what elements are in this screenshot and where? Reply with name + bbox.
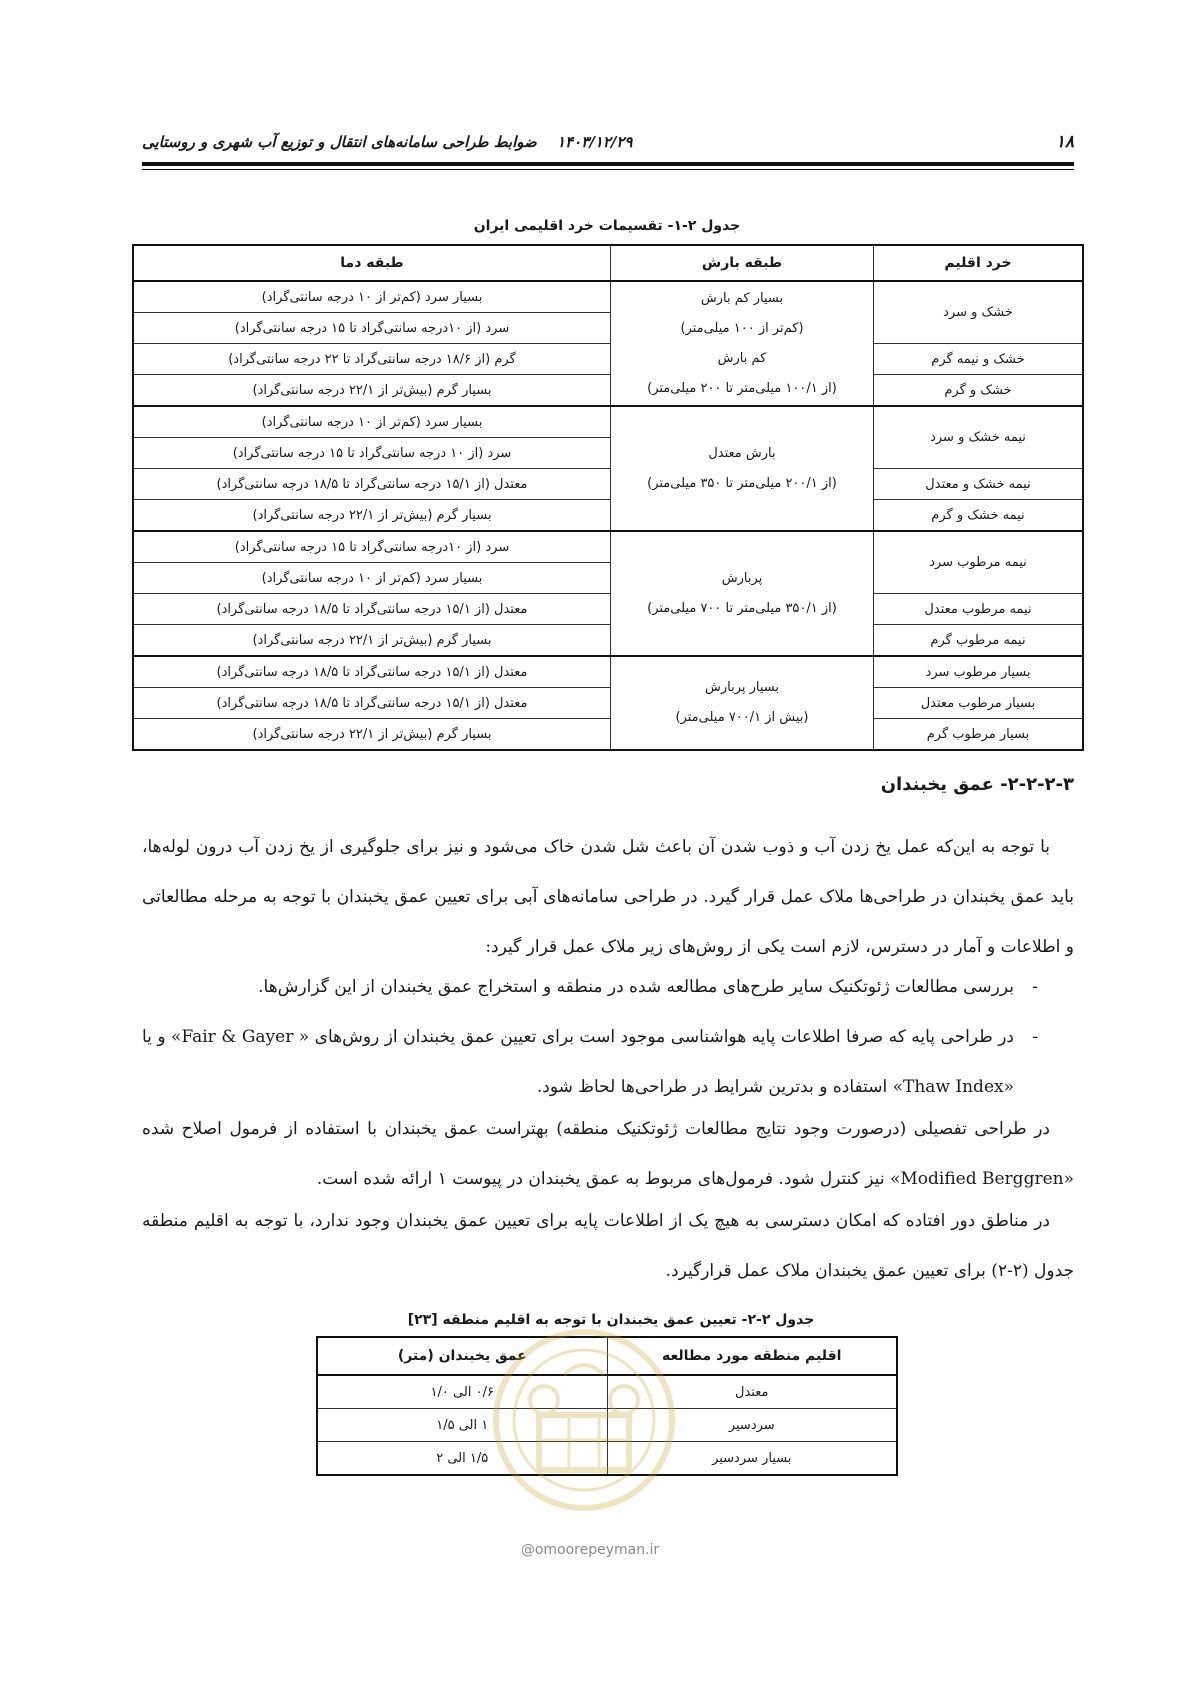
rain-class-line: (از ۲۰۰/۱ میلی‌متر تا ۳۵۰ میلی‌متر) — [647, 475, 837, 491]
climate-cell: نیمه مرطوب سرد — [874, 531, 1084, 594]
temperature-class-cell: معتدل (از ۱۵/۱ درجه سانتی‌گراد تا ۱۸/۵ درجه سانتی‌گراد) — [133, 594, 611, 625]
table2-cell-depth: ۱/۵ الی ۲ — [317, 1442, 607, 1476]
list-item — [142, 1012, 1074, 1112]
climate-cell: نیمه مرطوب معتدل — [874, 594, 1084, 625]
climate-cell: نیمه خشک و سرد — [874, 406, 1084, 469]
rain-class-cell — [611, 281, 874, 406]
table2-caption: جدول ۲-۲- تعیین عمق یخبندان با توجه به اقلیم منطقه [۲۳] — [407, 1312, 815, 1328]
section-title: ۲-۲-۲-۳- عمق یخبندان — [880, 774, 1074, 795]
temperature-class-cell: سرد (از ۱۰درجه سانتی‌گراد تا ۱۵ درجه سانتی‌گراد) — [133, 313, 611, 344]
temperature-class-cell: بسیار سرد (کم‌تر از ۱۰ درجه سانتی‌گراد) — [133, 281, 611, 313]
watermark-url: @omoorepeyman.ir — [520, 1542, 660, 1558]
climate-cell: نیمه خشک و معتدل — [874, 469, 1084, 500]
table1-header-row — [133, 245, 1083, 281]
table-row — [133, 531, 1083, 563]
table2-cell-depth: ۰/۶ الی ۱/۰ — [317, 1375, 607, 1409]
rain-class-line: پربارش — [721, 570, 763, 586]
table1-header-temp: طبقه دما — [133, 245, 611, 281]
rain-class-cell — [611, 406, 874, 531]
page-number: ۱۸ — [1055, 132, 1074, 152]
table-row — [133, 406, 1083, 438]
method-list — [142, 962, 1074, 1112]
temperature-class-cell: بسیار سرد (کم‌تر از ۱۰ درجه سانتی‌گراد) — [133, 406, 611, 438]
rain-class-line: (از ۳۵۰/۱ میلی‌متر تا ۷۰۰ میلی‌متر) — [647, 600, 837, 616]
table-row — [133, 500, 1083, 532]
table-row — [133, 281, 1083, 313]
climate-cell: خشک و نیمه گرم — [874, 344, 1084, 375]
climate-cell: بسیار مرطوب گرم — [874, 719, 1084, 751]
temperature-class-cell: معتدل (از ۱۵/۱ درجه سانتی‌گراد تا ۱۸/۵ درجه سانتی‌گراد) — [133, 656, 611, 688]
header-date: ۱۴۰۳/۱۲/۲۹ — [557, 133, 633, 151]
rain-class-line: بسیار کم بارش — [700, 290, 784, 306]
climate-cell: خشک و سرد — [874, 281, 1084, 344]
table2-cell-climate: سردسیر — [607, 1409, 897, 1442]
table2-cell-climate: معتدل — [607, 1375, 897, 1409]
table2-header-climate: اقلیم منطقه مورد مطالعه — [607, 1337, 897, 1375]
table2-cell-depth: ۱ الی ۱/۵ — [317, 1409, 607, 1442]
table-row — [133, 344, 1083, 375]
microclimate-table — [132, 244, 1084, 751]
climate-cell: نیمه مرطوب گرم — [874, 625, 1084, 657]
list-item-text: در طراحی پایه که صرفا اطلاعات پایه هواشناسی موجود است برای تعیین عمق یخبندان از روش‌های « Fair & Gayer» و یا «Thaw Index» استفاده و بدترین شرایط در طراحی‌ها لحاظ شود. — [142, 1027, 1014, 1097]
temperature-class-cell: سرد (از ۱۰درجه سانتی‌گراد تا ۱۵ درجه سانتی‌گراد) — [133, 531, 611, 563]
climate-cell: بسیار مرطوب معتدل — [874, 688, 1084, 719]
header-rule-thick — [142, 162, 1074, 166]
paragraph-intro: با توجه به این‌که عمل یخ زدن آب و ذوب شدن آن باعث شل شدن خاک می‌شود و نیز برای جلوگیری از یخ زدن آب درون لوله‌ها، باید عمق یخبندان در طراحی‌ها ملاک عمل قرار گیرد. در طراحی سامانه‌های آبی برای تعیین عمق یخبندان با توجه به مرحله مطالعاتی و اطلاعات و آمار در دسترس، لازم است یکی از روش‌های زیر ملاک عمل قرار گیرد: — [142, 837, 1074, 957]
table1-header-climate: خرد اقلیم — [874, 245, 1084, 281]
table-row — [133, 625, 1083, 657]
table-row — [133, 656, 1083, 688]
rain-class-line: (کم‌تر از ۱۰۰ میلی‌متر) — [680, 320, 804, 336]
header-rule-thin — [142, 169, 1074, 170]
climate-cell: نیمه خشک و گرم — [874, 500, 1084, 532]
page-header — [142, 128, 1074, 158]
list-item — [142, 962, 1074, 1012]
temperature-class-cell: سرد (از ۱۰ درجه سانتی‌گراد تا ۱۵ درجه سانتی‌گراد) — [133, 438, 611, 469]
rain-class-line: (بیش از ۷۰۰/۱ میلی‌متر) — [675, 710, 809, 725]
paragraph-remote-areas: در مناطق دور افتاده که امکان دسترسی به هیچ یک از اطلاعات پایه برای تعیین عمق یخبندان وجود ندارد، با توجه به اقلیم منطقه جدول (۲-۲) برای تعیین عمق یخبندان ملاک عمل قرارگیرد. — [142, 1211, 1074, 1281]
table1-caption: جدول ۲-۱- تقسیمات خرد اقلیمی ایران — [473, 218, 741, 234]
table-row — [133, 688, 1083, 719]
rain-class-line: بسیار پربارش — [704, 680, 780, 695]
climate-cell: خشک و گرم — [874, 375, 1084, 407]
rain-class-cell — [611, 656, 874, 750]
header-title: ضوابط طراحی سامانه‌های انتقال و توزیع آب شهری و روستایی — [142, 133, 537, 151]
table1-header-rain: طبقه بارش — [611, 245, 874, 281]
table-row — [133, 594, 1083, 625]
paragraph-detailed-design: در طراحی تفصیلی (درصورت وجود نتایج مطالعات ژئوتکنیک منطقه) بهتراست عمق یخبندان با استفاده از فرمول اصلاح شده «Modified Berggren» نیز کنترل شود. فرمول‌های مربوط به عمق یخبندان در پیوست ۱ ارائه شده است. — [142, 1119, 1074, 1189]
bullet-dash: - — [1032, 977, 1038, 997]
climate-cell: بسیار مرطوب سرد — [874, 656, 1084, 688]
table2-header-depth: عمق یخبندان (متر) — [317, 1337, 607, 1375]
table-row — [133, 375, 1083, 407]
bullet-dash: - — [1032, 1027, 1038, 1047]
temperature-class-cell: بسیار گرم (بیش‌تر از ۲۲/۱ درجه سانتی‌گراد) — [133, 500, 611, 532]
rain-class-cell — [611, 531, 874, 656]
table1-body — [133, 281, 1083, 750]
list-item-text: بررسی مطالعات ژئوتکنیک سایر طرح‌های مطالعه شده در منطقه و استخراج عمق یخبندان از این گزارش‌ها. — [258, 977, 1014, 997]
table-row — [133, 719, 1083, 751]
temperature-class-cell: معتدل (از ۱۵/۱ درجه سانتی‌گراد تا ۱۸/۵ درجه سانتی‌گراد) — [133, 469, 611, 500]
rain-class-line: بارش معتدل — [708, 445, 776, 461]
table-row — [133, 469, 1083, 500]
temperature-class-cell: بسیار سرد (کم‌تر از ۱۰ درجه سانتی‌گراد) — [133, 563, 611, 594]
table2-cell-climate: بسیار سردسیر — [607, 1442, 897, 1476]
temperature-class-cell: بسیار گرم (بیش‌تر از ۲۲/۱ درجه سانتی‌گراد) — [133, 375, 611, 407]
temperature-class-cell: بسیار گرم (بیش‌تر از ۲۲/۱ درجه سانتی‌گراد) — [133, 625, 611, 657]
rain-class-line: (از ۱۰۰/۱ میلی‌متر تا ۲۰۰ میلی‌متر) — [647, 380, 837, 396]
rain-class-line: کم بارش — [717, 350, 767, 366]
temperature-class-cell: معتدل (از ۱۵/۱ درجه سانتی‌گراد تا ۱۸/۵ درجه سانتی‌گراد) — [133, 688, 611, 719]
temperature-class-cell: بسیار گرم (بیش‌تر از ۲۲/۱ درجه سانتی‌گراد) — [133, 719, 611, 751]
watermark-logo-icon — [484, 1320, 684, 1540]
temperature-class-cell: گرم (از ۱۸/۶ درجه سانتی‌گراد تا ۲۲ درجه سانتی‌گراد) — [133, 344, 611, 375]
